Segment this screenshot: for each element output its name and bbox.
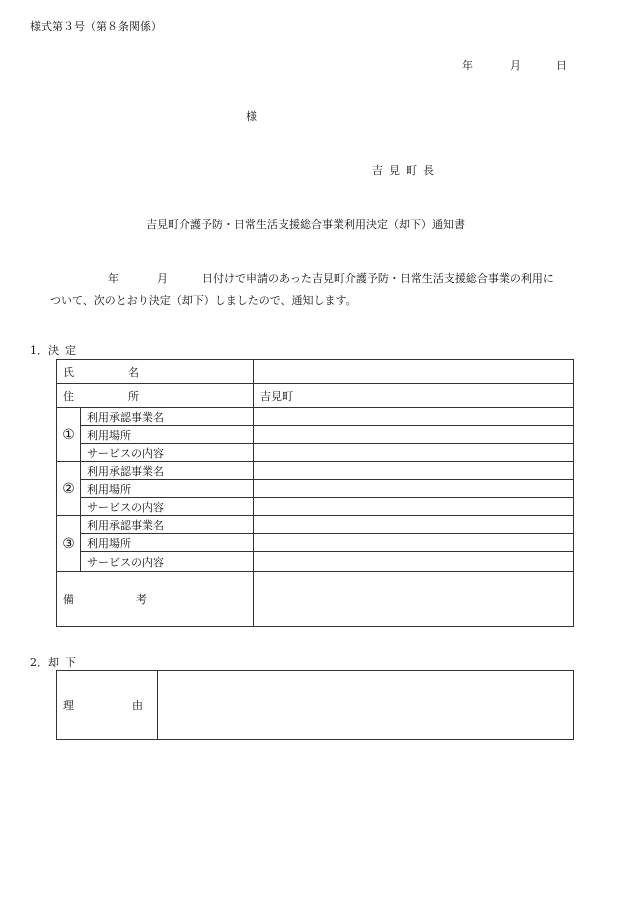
table-row xyxy=(57,552,574,572)
section1-title: 決定 xyxy=(48,344,82,357)
body-text-line1: 日付けで申請のあった吉見町介護予防・日常生活支援総合事業の利用に xyxy=(202,272,554,285)
group2-business-name-value[interactable] xyxy=(254,462,574,480)
group2-service-value[interactable] xyxy=(254,498,574,516)
date-month-label: 月 xyxy=(510,59,521,72)
table-row xyxy=(57,516,574,534)
remarks-label-char-2: 考 xyxy=(136,593,147,606)
form-number: 様式第３号（第８条関係） xyxy=(30,20,162,33)
group3-item-service: サービスの内容 xyxy=(81,552,254,572)
group2-item-business-name: 利用承認事業名 xyxy=(81,462,254,480)
decision-table xyxy=(56,359,574,627)
section1-number: 1． xyxy=(30,344,48,357)
group3-service-value[interactable] xyxy=(254,552,574,572)
table-row xyxy=(57,444,574,462)
group3-location-value[interactable] xyxy=(254,534,574,552)
issuer-name: 吉見町長 xyxy=(372,164,440,177)
group2-item-service: サービスの内容 xyxy=(81,498,254,516)
notice-paragraph xyxy=(50,268,570,312)
date-line xyxy=(462,57,582,71)
section1-heading xyxy=(30,345,82,356)
group1-location-value[interactable] xyxy=(254,426,574,444)
reason-label-char-2: 由 xyxy=(132,699,143,712)
remarks-value-cell[interactable] xyxy=(254,572,574,627)
group1-item-location: 利用場所 xyxy=(81,426,254,444)
name-label-cell xyxy=(57,360,254,384)
table-row xyxy=(57,498,574,516)
body-month-label: 月 xyxy=(157,272,168,285)
date-day-label: 日 xyxy=(556,59,567,72)
reason-label-cell xyxy=(57,671,158,740)
group3-item-business-name: 利用承認事業名 xyxy=(81,516,254,534)
section2-number: 2． xyxy=(30,656,48,669)
address-label-char-1: 住 xyxy=(63,389,74,403)
group1-number: ① xyxy=(57,408,81,462)
section2-title: 却下 xyxy=(48,656,82,669)
body-year-label: 年 xyxy=(108,272,119,285)
address-value: 吉見町 xyxy=(260,389,293,403)
group3-number: ③ xyxy=(57,516,81,572)
table-row xyxy=(57,534,574,552)
address-label-char-2: 所 xyxy=(128,389,139,403)
table-row xyxy=(57,426,574,444)
group1-service-value[interactable] xyxy=(254,444,574,462)
name-value-cell[interactable] xyxy=(254,360,574,384)
address-value-cell[interactable] xyxy=(254,384,574,408)
table-row xyxy=(57,480,574,498)
group3-item-location: 利用場所 xyxy=(81,534,254,552)
table-row xyxy=(57,572,574,627)
group2-item-location: 利用場所 xyxy=(81,480,254,498)
table-row xyxy=(57,462,574,480)
table-row xyxy=(57,384,574,408)
document-title: 吉見町介護予防・日常生活支援総合事業利用決定（却下）通知書 xyxy=(146,218,465,231)
date-year-label: 年 xyxy=(462,59,473,72)
addressee-suffix: 様 xyxy=(246,110,257,123)
remarks-label-cell xyxy=(57,572,254,627)
name-label-char-1: 氏 xyxy=(63,365,74,379)
section2-heading xyxy=(30,657,82,668)
group2-location-value[interactable] xyxy=(254,480,574,498)
table-row xyxy=(57,408,574,426)
body-text-line2: ついて、次のとおり決定（却下）しましたので、通知します。 xyxy=(50,294,357,307)
name-label-char-2: 名 xyxy=(128,365,139,379)
rejection-table xyxy=(56,670,574,740)
table-row xyxy=(57,671,574,740)
group2-number: ② xyxy=(57,462,81,516)
reason-label-char-1: 理 xyxy=(63,699,74,712)
reason-value-cell[interactable] xyxy=(158,671,574,740)
table-row xyxy=(57,360,574,384)
remarks-label-char-1: 備 xyxy=(63,593,74,606)
address-label-cell xyxy=(57,384,254,408)
group1-business-name-value[interactable] xyxy=(254,408,574,426)
group1-item-business-name: 利用承認事業名 xyxy=(81,408,254,426)
group3-business-name-value[interactable] xyxy=(254,516,574,534)
group1-item-service: サービスの内容 xyxy=(81,444,254,462)
